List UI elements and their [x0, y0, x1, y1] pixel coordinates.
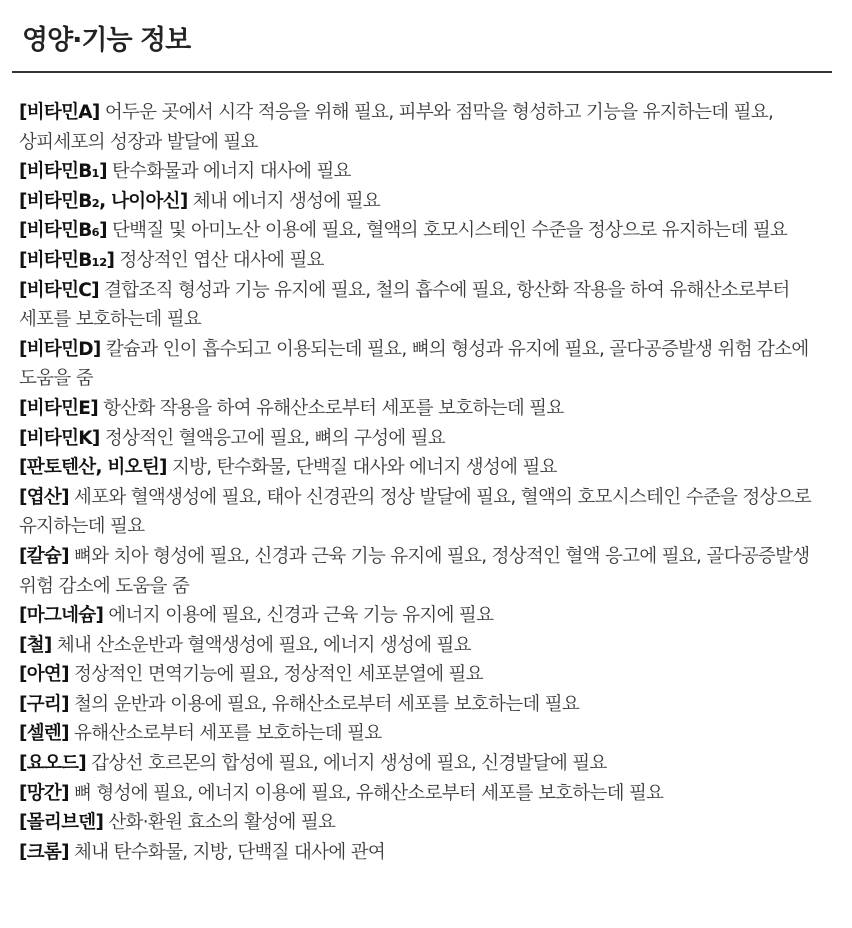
- nutrient-name: [비타민B₆]: [19, 220, 107, 242]
- list-item: [19, 216, 831, 246]
- nutrient-function: 정상적인 면역기능에 필요, 정상적인 세포분열에 필요: [74, 664, 483, 686]
- nutrient-function: 뼈와 치아 형성에 필요, 신경과 근육 기능 유지에 필요, 정상적인 혈액 응고에 필요, 골다공증발생 위험 감소에 도움을 줌: [19, 545, 810, 597]
- nutrient-name: [요오드]: [19, 753, 87, 775]
- list-item: [19, 98, 831, 157]
- list-item: [19, 424, 831, 454]
- nutrient-function: 결합조직 형성과 기능 유지에 필요, 철의 흡수에 필요, 항산화 작용을 하여 유해산소로부터 세포를 보호하는데 필요: [19, 279, 790, 331]
- nutrient-name: [비타민D]: [19, 338, 101, 360]
- nutrient-name: [마그네슘]: [19, 605, 104, 627]
- nutrient-function: 어두운 곳에서 시각 적응을 위해 필요, 피부와 점막을 형성하고 기능을 유지하는데 필요, 상피세포의 성장과 발달에 필요: [19, 102, 774, 153]
- nutrient-name: [아연]: [19, 664, 69, 686]
- nutrient-function-list: [19, 98, 831, 867]
- nutrient-function: 정상적인 혈액응고에 필요, 뼈의 구성에 필요: [104, 427, 446, 449]
- list-item: [19, 719, 831, 749]
- nutrient-name: [비타민E]: [19, 397, 98, 419]
- list-item: [19, 394, 831, 424]
- list-item: [19, 187, 831, 217]
- nutrient-function: 갑상선 호르몬의 합성에 필요, 에너지 생성에 필요, 신경발달에 필요: [91, 753, 607, 775]
- list-item: [19, 779, 831, 809]
- nutrient-function: 에너지 이용에 필요, 신경과 근육 기능 유지에 필요: [108, 605, 494, 627]
- nutrient-name: [비타민B₁₂]: [19, 249, 115, 271]
- list-item: [19, 157, 831, 187]
- nutrient-function: 정상적인 엽산 대사에 필요: [119, 249, 324, 271]
- nutrient-function: 칼슘과 인이 흡수되고 이용되는데 필요, 뼈의 형성과 유지에 필요, 골다공증발생 위험 감소에 도움을 줌: [19, 338, 809, 390]
- list-item: [19, 601, 831, 631]
- list-item: [19, 808, 831, 838]
- nutrient-name: [비타민K]: [19, 427, 100, 449]
- list-item: [19, 690, 831, 720]
- nutrient-name: [판토텐산, 비오틴]: [19, 457, 167, 479]
- nutrient-name: [몰리브덴]: [19, 812, 104, 834]
- list-item: [19, 246, 831, 276]
- nutrient-function: 세포와 혈액생성에 필요, 태아 신경관의 정상 발달에 필요, 혈액의 호모시스테인 수준을 정상으로 유지하는데 필요: [19, 486, 812, 538]
- nutrient-name: [비타민B₂, 나이아신]: [19, 190, 188, 212]
- nutrient-function: 체내 탄수화물, 지방, 단백질 대사에 관여: [74, 841, 386, 863]
- nutrient-name: [비타민C]: [19, 279, 99, 301]
- list-item: [19, 838, 831, 868]
- nutrient-name: [비타민A]: [19, 102, 100, 123]
- nutrient-name: [크롬]: [19, 841, 69, 863]
- page-title: 영양·기능 정보: [22, 25, 191, 56]
- list-item: [19, 749, 831, 779]
- nutrient-function: 체내 산소운반과 혈액생성에 필요, 에너지 생성에 필요: [56, 634, 471, 656]
- list-item: [19, 453, 831, 483]
- nutrient-name: [비타민B₁]: [19, 161, 107, 183]
- nutrient-function: 산화·환원 효소의 활성에 필요: [108, 812, 336, 834]
- list-item: [19, 276, 831, 335]
- list-item: [19, 631, 831, 661]
- list-item: [19, 483, 831, 542]
- nutrient-function: 뼈 형성에 필요, 에너지 이용에 필요, 유해산소로부터 세포를 보호하는데 필요: [74, 782, 664, 804]
- nutrient-function: 유해산소로부터 세포를 보호하는데 필요: [74, 723, 382, 745]
- nutrient-name: [셀렌]: [19, 723, 69, 745]
- nutrient-name: [구리]: [19, 693, 69, 715]
- nutrient-function: 탄수화물과 에너지 대사에 필요: [112, 161, 351, 183]
- nutrient-function: 체내 에너지 생성에 필요: [192, 190, 381, 212]
- nutrient-function: 철의 운반과 이용에 필요, 유해산소로부터 세포를 보호하는데 필요: [74, 693, 580, 715]
- list-item: [19, 660, 831, 690]
- nutrient-function: 지방, 탄수화물, 단백질 대사와 에너지 생성에 필요: [171, 457, 557, 479]
- nutrient-name: [칼슘]: [19, 545, 69, 567]
- nutrient-function: 항산화 작용을 하여 유해산소로부터 세포를 보호하는데 필요: [103, 397, 564, 419]
- list-item: [19, 335, 831, 394]
- nutrient-name: [망간]: [19, 782, 69, 804]
- title-divider: [12, 71, 832, 73]
- nutrient-name: [엽산]: [19, 486, 69, 508]
- nutrient-function: 단백질 및 아미노산 이용에 필요, 혈액의 호모시스테인 수준을 정상으로 유지하는데 필요: [112, 220, 788, 242]
- nutrient-name: [철]: [19, 634, 52, 656]
- list-item: [19, 542, 831, 601]
